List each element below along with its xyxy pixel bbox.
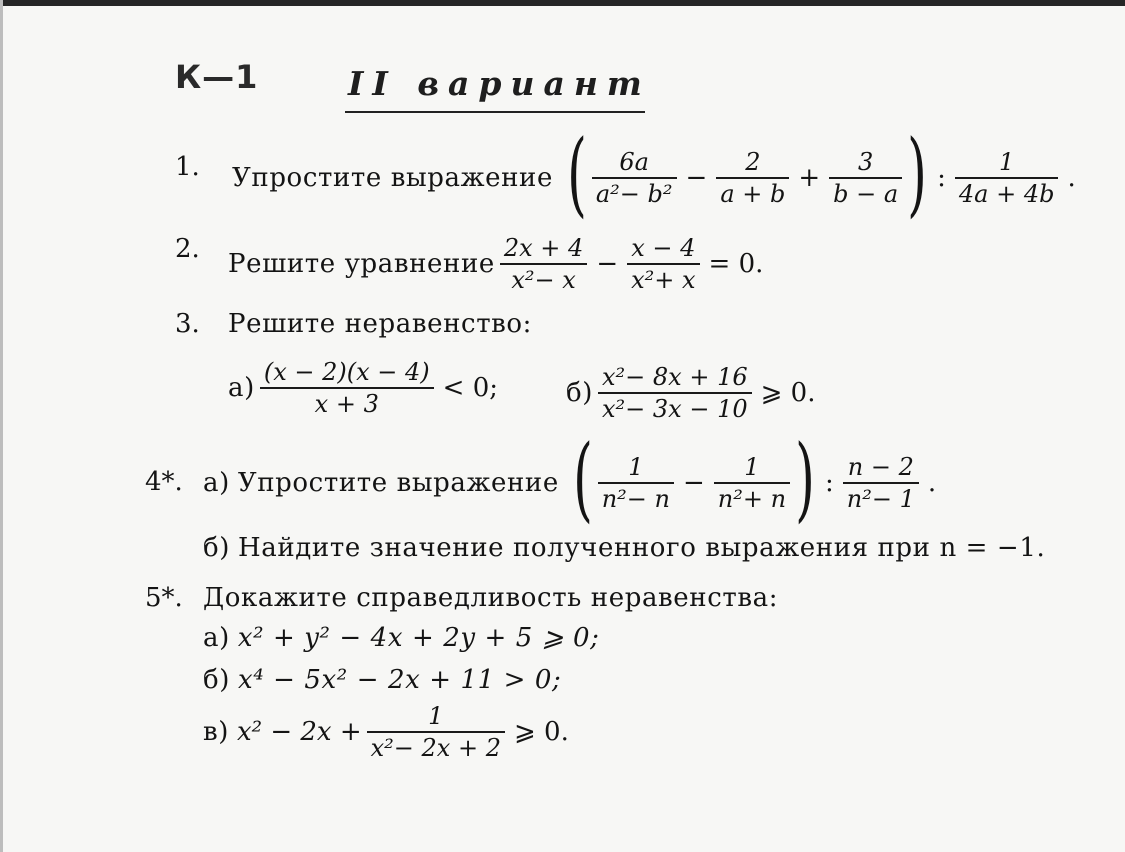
task-3a: [228, 352, 502, 424]
item-label: а): [203, 468, 230, 498]
task-3-number: 3.: [175, 309, 200, 339]
denominator: x²− 2x + 2: [370, 733, 501, 762]
test-code: К—1: [175, 58, 259, 96]
denominator: x²− 3x − 10: [602, 394, 748, 423]
denominator: a + b: [720, 179, 786, 208]
fraction: [592, 147, 677, 209]
task-2-text: Решите уравнение: [228, 249, 495, 279]
numerator: 6a: [619, 148, 649, 177]
left-paren: (: [567, 120, 587, 227]
fraction: [627, 233, 699, 295]
period: .: [927, 468, 937, 498]
numerator: 1: [628, 453, 644, 482]
fraction: [500, 233, 587, 295]
task-2-number: 2.: [175, 234, 200, 264]
operator: −: [683, 468, 705, 498]
inequality: x² + y² − 4x + 2y + 5 ⩾ 0;: [237, 623, 600, 653]
task-3b: [566, 357, 819, 429]
inequality-rhs: ⩾ 0.: [513, 717, 569, 747]
task-1-number: 1.: [175, 152, 200, 182]
denominator: n²− n: [601, 484, 670, 513]
fraction: [598, 362, 752, 424]
variant-title: II вариант: [348, 64, 651, 103]
task-4a: [203, 425, 940, 532]
fraction: [598, 452, 674, 514]
numerator: (x − 2)(x − 4): [263, 358, 430, 387]
numerator: 3: [858, 148, 874, 177]
numerator: 2x + 4: [503, 234, 584, 263]
task-4b: [203, 533, 1045, 563]
fraction: [716, 147, 789, 209]
colon: :: [937, 163, 946, 193]
task-3-text: Решите неравенство:: [228, 309, 533, 339]
task-5b: [203, 665, 561, 695]
numerator: 2: [745, 148, 761, 177]
inequality: x⁴ − 5x² − 2x + 11 > 0;: [238, 665, 562, 695]
item-label: в): [203, 717, 229, 747]
denominator: a²− b²: [595, 179, 673, 208]
numerator: x − 4: [631, 234, 696, 263]
fraction: [829, 147, 902, 209]
task-4-number: 4*.: [145, 467, 183, 497]
task-5-text: Докажите справедливость неравенства:: [203, 583, 779, 613]
fraction: [955, 147, 1059, 209]
task-2: [228, 228, 767, 300]
denominator: n²− 1: [846, 484, 915, 513]
fraction: [714, 452, 790, 514]
numerator: 1: [744, 453, 760, 482]
inequality-rhs: < 0;: [442, 373, 499, 403]
right-paren: ): [795, 425, 815, 532]
denominator: x + 3: [314, 389, 379, 418]
item-label: а): [203, 623, 230, 653]
denominator: b − a: [833, 179, 899, 208]
task-5c: [203, 696, 573, 768]
period: .: [1067, 163, 1076, 193]
denominator: 4a + 4b: [958, 179, 1055, 208]
task-5-number: 5*.: [145, 583, 183, 613]
numerator: 1: [428, 702, 444, 731]
scan-left-edge: [0, 0, 3, 852]
task-4b-text: Найдите значение полученного выражения при n = −1.: [238, 533, 1046, 563]
left-paren: (: [572, 425, 593, 532]
fraction: [260, 357, 434, 419]
inequality-rhs: ⩾ 0.: [760, 378, 816, 408]
colon: :: [824, 468, 834, 498]
numerator: 1: [999, 148, 1015, 177]
item-label: б): [566, 378, 593, 408]
operator: −: [685, 163, 708, 193]
variant-underline: [345, 111, 645, 113]
task-1-text: Упростите выражение: [232, 163, 553, 193]
numerator: x²− 8x + 16: [602, 363, 748, 392]
operator: +: [798, 163, 821, 193]
task-1: [232, 120, 1080, 227]
fraction: [367, 701, 505, 763]
fraction: [843, 452, 919, 514]
task-4a-text: Упростите выражение: [237, 468, 559, 498]
item-label: а): [228, 373, 255, 403]
equation-rhs: = 0.: [708, 249, 764, 279]
numerator: n − 2: [847, 453, 914, 482]
denominator: x²− x: [511, 265, 576, 294]
task-5a: [203, 623, 600, 653]
expression: x² − 2x +: [236, 717, 362, 747]
right-paren: ): [907, 120, 928, 227]
item-label: б): [203, 533, 230, 563]
operator: −: [596, 249, 619, 279]
denominator: x²+ x: [631, 265, 696, 294]
item-label: б): [203, 665, 230, 695]
denominator: n²+ n: [717, 484, 787, 513]
scan-top-edge: [0, 0, 1125, 6]
